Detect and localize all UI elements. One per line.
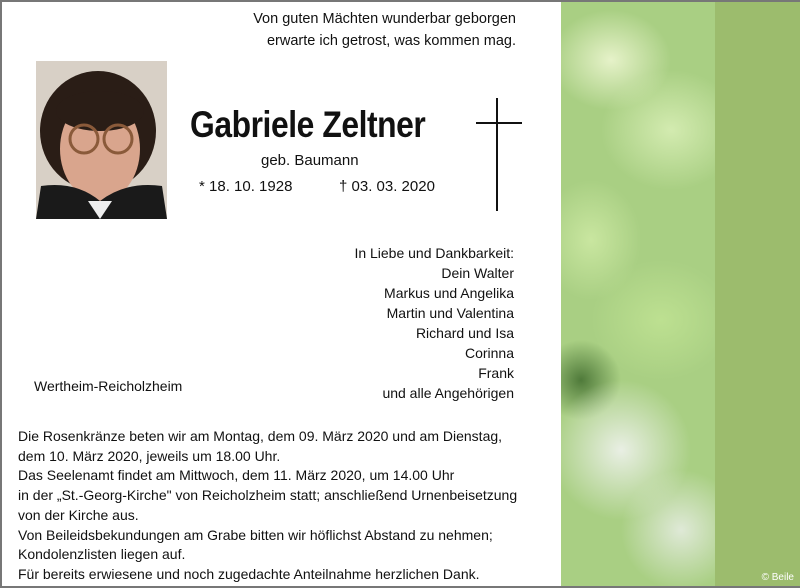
mourner: Martin und Valentina xyxy=(386,305,514,321)
mourner: In Liebe und Dankbarkeit: xyxy=(354,245,514,261)
portrait-photo xyxy=(36,61,167,219)
quote-line: Von guten Mächten wunderbar geborgen xyxy=(253,11,516,27)
body-line: Kondolenzlisten liegen auf. xyxy=(18,546,186,563)
body-line: Von Beileidsbekundungen am Grabe bitten wir höflichst Abstand zu nehmen; xyxy=(18,526,493,543)
service-details xyxy=(18,427,517,585)
birth-date: * 18. 10. 1928 xyxy=(199,178,293,195)
flower-image xyxy=(561,0,715,588)
quote xyxy=(253,8,516,52)
mourner: Frank xyxy=(478,365,514,381)
mourner: Corinna xyxy=(464,345,514,361)
mourners-list xyxy=(354,243,514,403)
cross-icon-bar xyxy=(476,122,522,124)
maiden-name: geb. Baumann xyxy=(261,152,359,169)
mourner: Dein Walter xyxy=(441,265,514,281)
quote-line: erwarte ich getrost, was kommen mag. xyxy=(266,33,516,49)
body-line: in der „St.-Georg-Kirche" von Reicholzheim statt; anschließend Urnenbeisetzung xyxy=(18,487,518,504)
death-date: † 03. 03. 2020 xyxy=(339,178,435,195)
body-line: Das Seelenamt findet am Mittwoch, dem 11. März 2020, um 14.00 Uhr xyxy=(18,467,455,484)
deceased-name: Gabriele Zeltner xyxy=(190,104,426,145)
body-line: Die Rosenkränze beten wir am Montag, dem 09. März 2020 und am Dienstag, xyxy=(18,428,503,444)
cross-icon xyxy=(496,98,498,211)
body-line: Für bereits erwiesene und noch zugedachte Anteilnahme herzlichen Dank. xyxy=(18,565,480,582)
mourner: und alle Angehörigen xyxy=(382,385,514,401)
copyright: © Beile xyxy=(761,572,794,583)
place: Wertheim-Reicholzheim xyxy=(34,378,183,394)
side-bar xyxy=(715,0,800,588)
mourner: Markus und Angelika xyxy=(384,285,514,301)
mourner: Richard und Isa xyxy=(415,325,514,341)
body-line: von der Kirche aus. xyxy=(18,506,139,523)
body-line: dem 10. März 2020, jeweils um 18.00 Uhr. xyxy=(18,447,281,464)
